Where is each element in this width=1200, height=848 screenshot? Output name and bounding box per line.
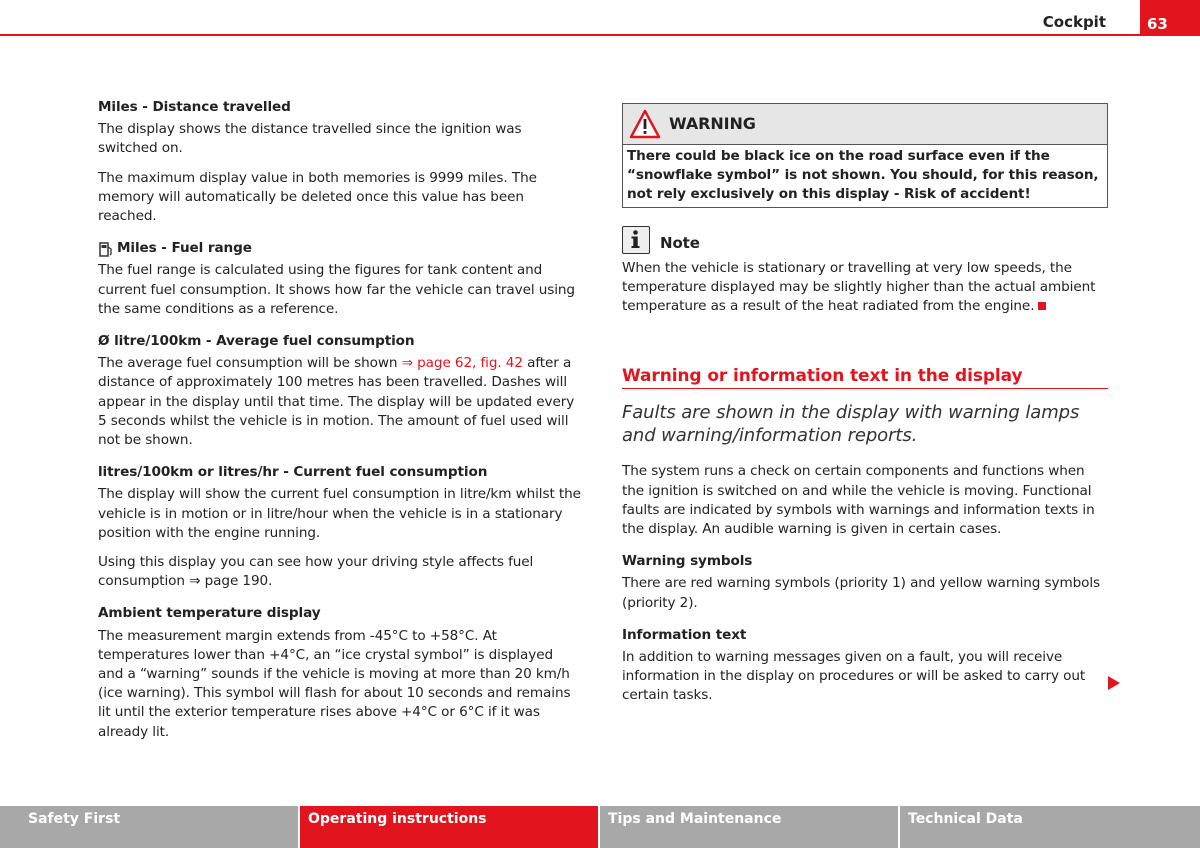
heading-fuel-range	[98, 239, 582, 258]
note-header	[622, 226, 1108, 254]
text: The average fuel consumption will be shown	[98, 355, 402, 372]
heading-warning-symbols: Warning symbols	[622, 553, 753, 570]
note-title: Note	[660, 234, 700, 253]
footer-nav	[0, 806, 1200, 848]
text: Using this display you can see how your driving style affects fuel consumption	[98, 554, 534, 590]
heading-average-consumption: Ø litre/100km - Average fuel consumption	[98, 333, 415, 350]
paragraph: There are red warning symbols (priority 1) and yellow warning symbols (priority 2).	[622, 575, 1101, 611]
page-number: 63	[1140, 0, 1200, 36]
note-text	[622, 259, 1108, 317]
heading-text: Miles - Fuel range	[117, 240, 252, 257]
paragraph: The system runs a check on certain components and functions when the ignition is switched on and while the vehicle is moving. Functional faults are indicated by symbols with warnings and information texts in the display. An audible warning is given in certain cases.	[622, 463, 1095, 538]
cross-ref-page[interactable]: page 190.	[200, 573, 273, 590]
paragraph	[98, 354, 582, 450]
heading-information-text: Information text	[622, 626, 747, 643]
tab-safety-first[interactable]: Safety First	[0, 806, 300, 848]
heading-current-consumption: litres/100km or litres/hr - Current fuel consumption	[98, 464, 488, 481]
warning-box	[622, 103, 1108, 208]
section-heading: Warning or information text in the display	[622, 367, 1108, 389]
text: after a distance of approximately 100 metres has been travelled. Dashes will appear in the display until that time. The display will be updated every 5 seconds whilst the vehicle is in motion. The amount of fuel used will not be shown.	[98, 355, 575, 449]
warning-text: There could be black ice on the road surface even if the “snowflake symbol” is not shown. You should, for this reason, not rely exclusively on this display - Risk of accident!	[627, 148, 1099, 203]
continue-arrow-icon	[1108, 676, 1120, 690]
tab-tips-and-maintenance[interactable]: Tips and Maintenance	[600, 806, 900, 848]
paragraph: The fuel range is calculated using the figures for tank content and current fuel consumption. It shows how far the vehicle can travel using the same conditions as a reference.	[98, 262, 575, 317]
paragraph: The maximum display value in both memories is 9999 miles. The memory will automatically be deleted once this value has been reached.	[98, 169, 537, 225]
heading-ambient-temperature: Ambient temperature display	[98, 605, 321, 622]
warning-triangle-icon	[629, 109, 661, 139]
tab-operating-instructions[interactable]: Operating instructions	[300, 806, 600, 848]
cross-ref-arrow: ⇒	[401, 355, 413, 372]
cross-ref-link[interactable]: page 62, fig. 42	[417, 355, 523, 372]
text: When the vehicle is stationary or travelling at very low speeds, the temperature displayed may be slightly higher than the actual ambient temperature as a result of the heat radiated from the engine.	[622, 259, 1096, 315]
paragraph: The measurement margin extends from -45°C to +58°C. At temperatures lower than +4°C, an “ice crystal symbol” is displayed and a “warning” sounds if the vehicle is moving at more than 20 km/h (ice warning). This symbol will flash for about 10 seconds and remains lit until the exterior temperature rises above +4°C or 6°C if it was already lit.	[98, 627, 571, 740]
section-title: Cockpit	[1042, 13, 1106, 31]
paragraph: The display shows the distance travelled since the ignition was switched on.	[98, 121, 522, 157]
paragraph: In addition to warning messages given on a fault, you will receive information in the display on procedures or will be asked to carry out certain tasks.	[622, 649, 1086, 704]
warning-header	[623, 104, 1107, 145]
header-rule	[0, 34, 1200, 36]
cross-ref-arrow: ⇒	[189, 573, 201, 590]
paragraph	[98, 553, 582, 591]
tab-technical-data[interactable]: Technical Data	[900, 806, 1200, 848]
info-note-icon	[622, 226, 650, 254]
end-marker-icon	[1038, 302, 1046, 310]
right-column	[622, 98, 1108, 716]
section-intro: Faults are shown in the display with warning lamps and warning/information reports.	[622, 402, 1080, 447]
left-column	[98, 98, 582, 752]
fuel-pump-icon	[98, 241, 114, 257]
warning-title: WARNING	[669, 114, 756, 134]
paragraph: The display will show the current fuel consumption in litre/km whilst the vehicle is in motion or in litre/hour when the vehicle is in a stationary position with the engine running.	[98, 486, 581, 541]
heading-distance: Miles - Distance travelled	[98, 99, 291, 115]
